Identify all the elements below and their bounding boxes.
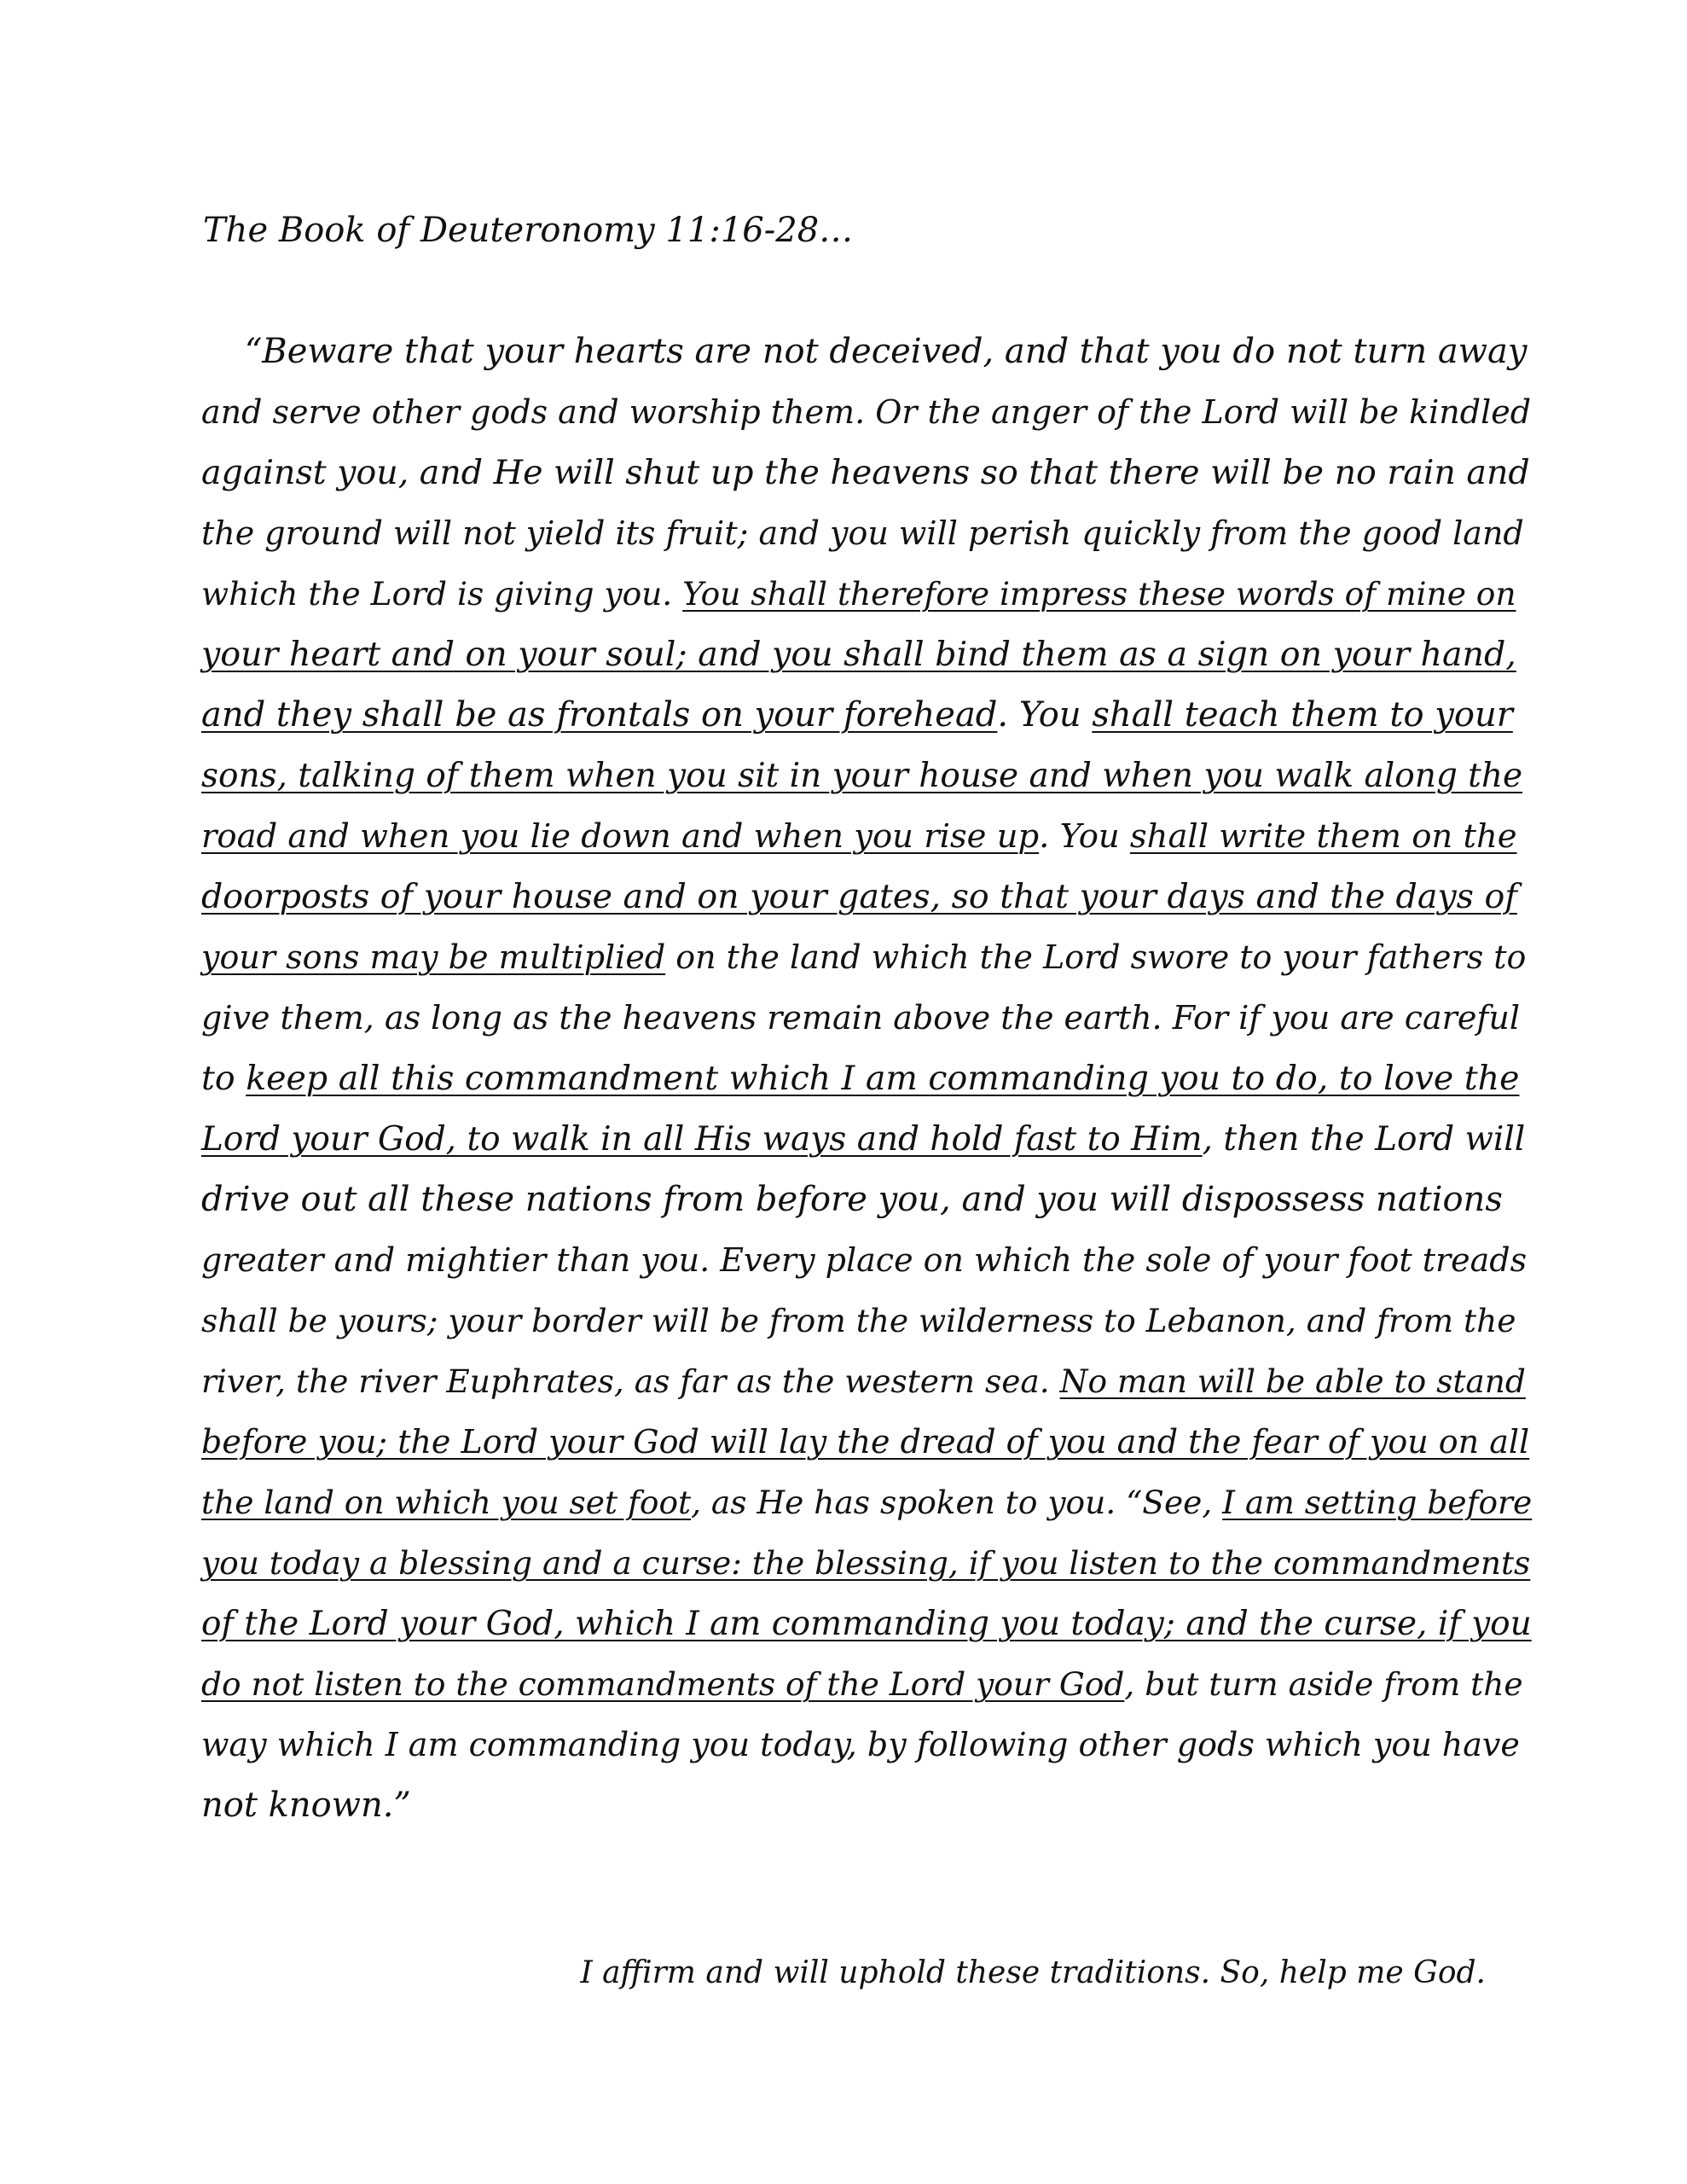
scripture-passage <box>201 322 1532 1836</box>
passage-text: , but turn aside from the <box>1124 1665 1523 1703</box>
passage-text: river, the river Euphrates, as far as the western sea. <box>201 1362 1060 1400</box>
passage-line <box>201 988 1532 1048</box>
passage-line <box>201 806 1532 867</box>
passage-text: the ground will not yield its fruit; and you will perish quickly from the good land <box>201 514 1524 552</box>
passage-line <box>201 1230 1532 1291</box>
passage-line <box>201 1048 1532 1109</box>
passage-line <box>201 1412 1532 1472</box>
underlined-text: road and when you lie down and when you rise up <box>201 817 1040 856</box>
passage-line <box>201 685 1532 746</box>
passage-text: greater and mightier than you. Every place on which the sole of your foot treads <box>201 1241 1528 1279</box>
passage-line <box>201 443 1532 503</box>
passage-text: . You <box>1039 817 1130 856</box>
passage-line <box>201 1170 1532 1230</box>
underlined-text: You shall therefore impress these words of mine on <box>682 575 1516 613</box>
passage-text: , then the Lord will <box>1202 1120 1526 1159</box>
passage-text: on the land which the Lord swore to your fathers to <box>665 938 1527 976</box>
passage-text: not known.” <box>201 1786 411 1825</box>
underlined-text: of the Lord your God, which I am commanding you today; and the curse, if you <box>201 1605 1532 1643</box>
passage-line <box>201 564 1532 624</box>
underlined-text: the land on which you set foot <box>201 1484 692 1521</box>
passage-text: drive out all these nations from before you, and you will dispossess nations <box>201 1180 1503 1219</box>
underlined-text: shall teach them to your <box>1092 695 1513 735</box>
passage-line <box>201 746 1532 806</box>
passage-line <box>201 1533 1532 1594</box>
underlined-text: sons, talking of them when you sit in your house and when you walk along the <box>201 757 1523 795</box>
underlined-text: and they shall be as frontals on your forehead <box>201 695 998 735</box>
underlined-text: your sons may be multiplied <box>201 938 666 976</box>
underlined-text: your heart and on your soul; and you shall bind them as a sign on your hand, <box>201 635 1516 674</box>
passage-line <box>201 382 1532 443</box>
passage-line <box>201 1351 1532 1412</box>
underlined-text: shall write them on the <box>1129 817 1517 856</box>
passage-line <box>201 1472 1532 1533</box>
underlined-text: No man will be able to stand <box>1059 1362 1526 1400</box>
passage-text: give them, as long as the heavens remain above the earth. For if you are careful <box>201 999 1520 1037</box>
underlined-text: doorposts of your house and on your gates, so that your days and the days of <box>201 877 1517 916</box>
passage-line <box>201 867 1532 927</box>
closing-affirmation: I affirm and will uphold these traditions. So, help me God. <box>580 1955 1486 1990</box>
underlined-text: do not listen to the commandments of the Lord your God <box>201 1665 1125 1703</box>
underlined-text: you today a blessing and a curse: the blessing, if you listen to the commandments <box>201 1544 1531 1582</box>
document-title: The Book of Deuteronomy 11:16-28… <box>203 211 854 250</box>
passage-line <box>201 322 1532 382</box>
passage-line <box>201 1291 1532 1351</box>
passage-text: way which I am commanding you today, by following other gods which you have <box>201 1726 1520 1763</box>
passage-line <box>201 927 1532 988</box>
passage-text: which the Lord is giving you. <box>201 575 683 613</box>
passage-line <box>201 1594 1532 1654</box>
underlined-text: I am setting before <box>1222 1484 1533 1521</box>
passage-line <box>201 624 1532 685</box>
passage-text: , as He has spoken to you. “See, <box>691 1484 1223 1521</box>
passage-text: shall be yours; your border will be from the wilderness to Lebanon, and from the <box>201 1302 1516 1339</box>
passage-line <box>201 1715 1532 1775</box>
passage-line <box>201 1654 1532 1715</box>
passage-line <box>201 503 1532 564</box>
underlined-text: Lord your God, to walk in all His ways and hold fast to Him <box>201 1120 1203 1159</box>
passage-text: against you, and He will shut up the heavens so that there will be no rain and <box>201 453 1530 492</box>
passage-text: “Beware that your hearts are not deceived, and that you do not turn away <box>201 332 1528 371</box>
passage-line <box>201 1775 1532 1836</box>
passage-text: and serve other gods and worship them. Or the anger of the Lord will be kindled <box>201 393 1532 431</box>
passage-text: to <box>201 1059 246 1098</box>
passage-line <box>201 1109 1532 1170</box>
underlined-text: keep all this commandment which I am commanding you to do, to love the <box>246 1059 1520 1098</box>
underlined-text: before you; the Lord your God will lay the dread of you and the fear of you on all <box>201 1423 1530 1461</box>
passage-text: . You <box>997 695 1093 735</box>
